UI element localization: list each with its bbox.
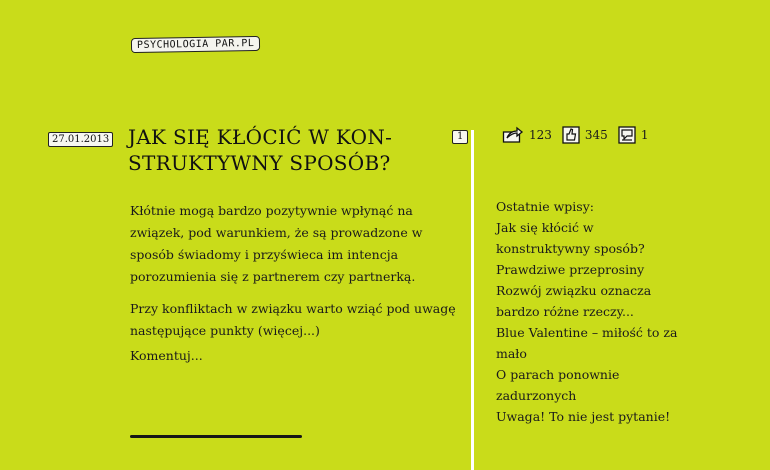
comment-stat[interactable] <box>618 126 649 144</box>
like-icon <box>562 126 580 144</box>
comment-count: 1 <box>640 128 649 142</box>
post-separator-line <box>130 435 302 438</box>
comment-count-badge[interactable]: 1 <box>452 130 468 144</box>
recent-posts-sidebar <box>496 196 686 427</box>
recent-post-link[interactable]: Rozwój związku oznacza bardzo różne rzeczy... <box>496 283 652 319</box>
like-stat[interactable] <box>562 126 608 144</box>
share-arrow-icon <box>502 126 524 144</box>
comment-link[interactable]: Komentuj... <box>130 348 203 363</box>
recent-post-link[interactable]: Jak się kłócić w konstruktywny sposób? <box>496 220 645 256</box>
read-more-link[interactable]: (więcej...) <box>257 323 320 338</box>
post-paragraph <box>130 298 460 342</box>
share-stat[interactable] <box>502 126 552 144</box>
recent-post-link[interactable]: Blue Valentine – miłość to za mało <box>496 325 678 361</box>
recent-post-link[interactable]: Prawdziwe przeprosiny <box>496 262 645 277</box>
post-paragraph: Kłótnie mogą bardzo pozytywnie wpłynąć na związek, pod warunkiem, że są prowadzone w sposób świadomy i przyświeca im intencja porozumienia się z partnerem czy partnerką. <box>130 203 423 284</box>
post-paragraph-text: Przy konfliktach w związku warto wziąć pod uwagę następujące punkty <box>130 301 456 338</box>
post-stats <box>502 126 648 144</box>
share-count: 123 <box>529 128 552 142</box>
post-body <box>130 200 460 352</box>
like-count: 345 <box>584 128 608 142</box>
recent-posts-heading: Ostatnie wpisy: <box>496 199 594 214</box>
site-logo[interactable]: PSYCHOLOGIA PAR.PL <box>131 36 261 53</box>
recent-post-link[interactable]: Uwaga! To nie jest pytanie! <box>496 409 671 424</box>
recent-post-link[interactable]: O parach ponownie zadurzonych <box>496 367 620 403</box>
post-date-badge: 27.01.2013 <box>48 132 113 147</box>
comment-icon <box>618 126 636 144</box>
column-divider <box>471 138 474 470</box>
post-title[interactable]: JAK SIĘ KŁÓCIĆ W KON- STRUKTYWNY SPOSÓB? <box>128 125 393 175</box>
